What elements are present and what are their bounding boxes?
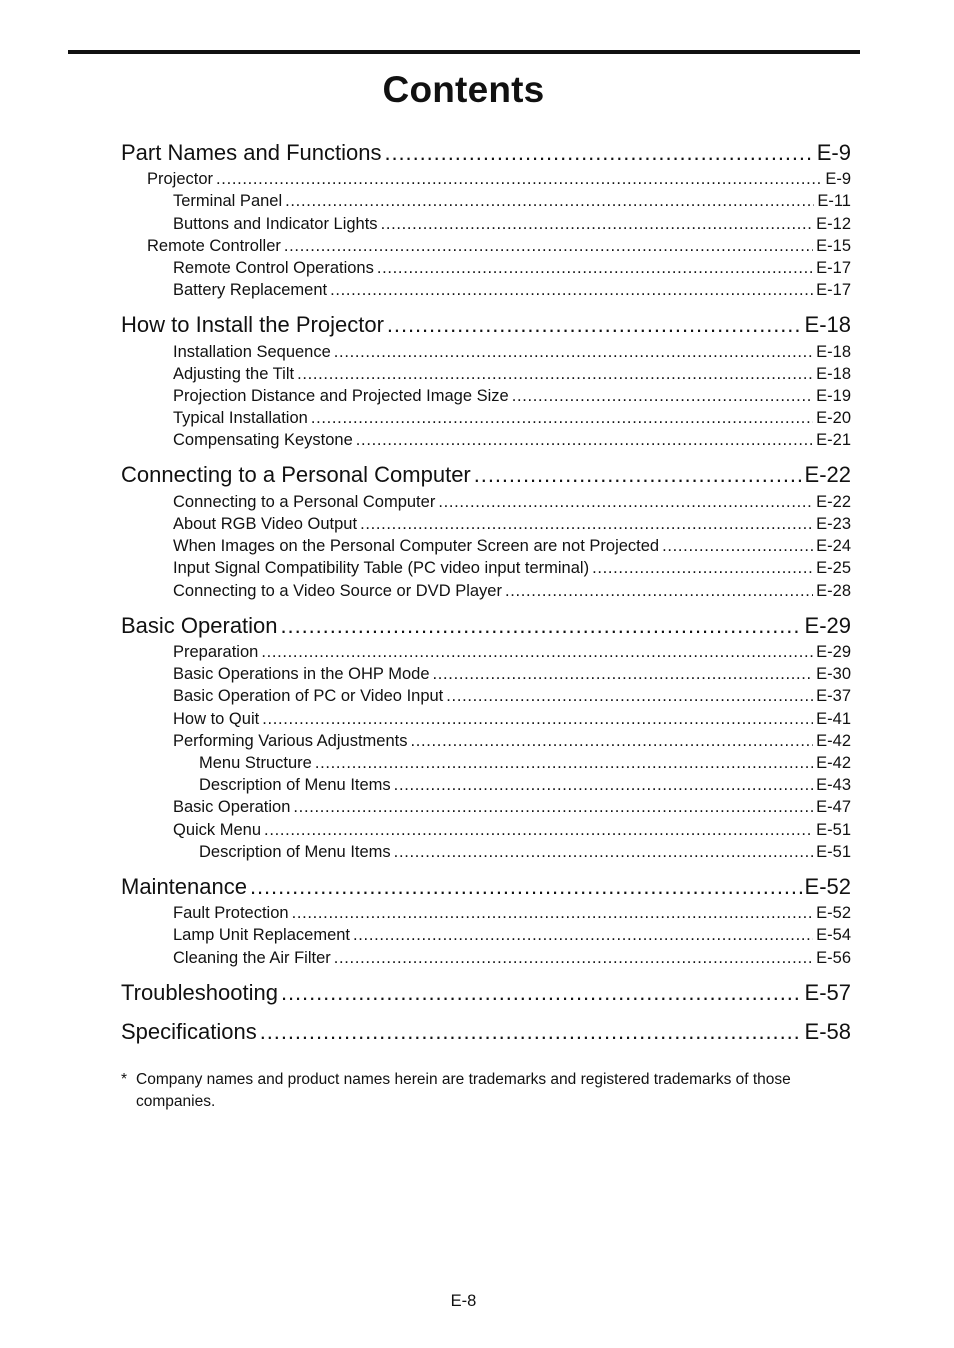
dot-leader [250, 873, 802, 901]
dot-leader [262, 708, 813, 730]
toc-entry-page: E-51 [816, 821, 851, 839]
toc-entry-page: E-22 [816, 493, 851, 511]
toc-entry [173, 213, 851, 235]
footnote [121, 1069, 851, 1113]
toc-entry-page: E-52 [804, 874, 851, 899]
toc-entry-page: E-29 [804, 613, 851, 638]
toc-entry-page: E-12 [816, 215, 851, 233]
toc-entry-page: E-18 [804, 312, 851, 337]
toc-entry [173, 730, 851, 752]
toc-entry-label: Quick Menu [173, 821, 262, 839]
toc-entry-label: About RGB Video Output [173, 515, 358, 533]
toc-entry-page: E-21 [816, 431, 851, 449]
footnote-text: Company names and product names herein are trademarks and registered trademarks of those companies. [136, 1071, 791, 1110]
dot-leader [438, 491, 813, 513]
dot-leader [281, 612, 802, 640]
toc-entry-page: E-57 [804, 980, 851, 1005]
toc-entry-page: E-15 [816, 237, 851, 255]
toc-entry-label: Compensating Keystone [173, 431, 353, 449]
toc-entry-label: When Images on the Personal Computer Screen are not Projected [173, 537, 660, 555]
toc-entry-page: E-25 [816, 559, 851, 577]
dot-leader [334, 341, 813, 363]
toc-entry-page: E-30 [816, 665, 851, 683]
toc-entry-page: E-58 [804, 1019, 851, 1044]
dot-leader [285, 190, 814, 212]
toc-entry-page: E-22 [804, 462, 851, 487]
toc-entry-label: Terminal Panel [173, 192, 283, 210]
toc-entry-label: Adjusting the Tilt [173, 365, 295, 383]
toc-entry-label: Projection Distance and Projected Image Size [173, 387, 509, 405]
page-number: E-8 [450, 1292, 477, 1310]
toc-entry [173, 924, 851, 946]
toc-entry-page: E-20 [816, 409, 851, 427]
toc-entry-page: E-18 [816, 365, 851, 383]
toc-entry-page: E-11 [817, 192, 851, 210]
toc-entry [173, 641, 851, 663]
dot-leader [381, 213, 814, 235]
toc-entry-label: Lamp Unit Replacement [173, 926, 351, 944]
toc-entry-page: E-41 [816, 710, 851, 728]
toc-entry-page: E-18 [816, 343, 851, 361]
toc-entry-label: Connecting to a Personal Computer [173, 493, 436, 511]
toc-entry-label: Cleaning the Air Filter [173, 949, 331, 967]
dot-leader [394, 774, 813, 796]
toc-section [121, 311, 851, 339]
toc-entry-label: Part Names and Functions [121, 140, 382, 165]
toc-entry-page: E-56 [816, 949, 851, 967]
dot-leader [261, 641, 813, 663]
toc-entry [173, 663, 851, 685]
toc-entry-label: Menu Structure [199, 754, 312, 772]
toc-section [121, 979, 851, 1007]
toc-entry-page: E-28 [816, 582, 851, 600]
toc-entry-label: Description of Menu Items [199, 843, 391, 861]
toc-entry [173, 257, 851, 279]
dot-leader [360, 513, 813, 535]
dot-leader [281, 979, 802, 1007]
toc-section [121, 1018, 851, 1046]
toc-entry-page: E-19 [816, 387, 851, 405]
toc-entry-page: E-37 [816, 687, 851, 705]
toc-entry-page: E-9 [825, 170, 851, 188]
toc-entry [173, 341, 851, 363]
dot-leader [292, 902, 814, 924]
dot-leader [260, 1018, 802, 1046]
toc-entry [199, 752, 851, 774]
toc-section [121, 139, 851, 167]
toc-entry [199, 774, 851, 796]
footnote-mark: * [121, 1071, 128, 1088]
toc-section [121, 461, 851, 489]
dot-leader [353, 924, 813, 946]
dot-leader [315, 752, 813, 774]
dot-leader [297, 363, 813, 385]
dot-leader [216, 168, 822, 190]
dot-leader [662, 535, 813, 557]
toc-entry [173, 708, 851, 730]
toc-entry [173, 580, 851, 602]
toc-entry-label: How to Quit [173, 710, 260, 728]
toc-entry-label: Remote Control Operations [173, 259, 374, 277]
toc-entry-page: E-17 [816, 259, 851, 277]
toc-entry [173, 685, 851, 707]
toc-entry [173, 535, 851, 557]
dot-leader [505, 580, 813, 602]
dot-leader [377, 257, 813, 279]
toc-entry-label: Specifications [121, 1019, 257, 1044]
toc-entry-label: Projector [147, 170, 214, 188]
dot-leader [284, 235, 813, 257]
toc-entry [173, 947, 851, 969]
toc-entry [173, 491, 851, 513]
dot-leader [512, 385, 813, 407]
dot-leader [384, 139, 813, 167]
toc-entry-page: E-43 [816, 776, 851, 794]
dot-leader [330, 279, 813, 301]
toc-entry [173, 407, 851, 429]
toc-entry-label: Description of Menu Items [199, 776, 391, 794]
toc-entry [173, 385, 851, 407]
toc-entry-label: Connecting to a Video Source or DVD Player [173, 582, 502, 600]
toc-entry-page: E-23 [816, 515, 851, 533]
toc-entry-page: E-42 [816, 754, 851, 772]
toc-entry [173, 796, 851, 818]
dot-leader [433, 663, 814, 685]
toc-entry-label: Buttons and Indicator Lights [173, 215, 378, 233]
dot-leader [356, 429, 813, 451]
toc-entry [173, 557, 851, 579]
toc-entry-page: E-24 [816, 537, 851, 555]
top-rule [68, 50, 860, 54]
toc-entry-page: E-29 [816, 643, 851, 661]
toc-entry-page: E-42 [816, 732, 851, 750]
toc-entry-label: Remote Controller [147, 237, 281, 255]
toc-entry-label: Typical Installation [173, 409, 308, 427]
toc-entry-label: Battery Replacement [173, 281, 328, 299]
toc-entry [147, 168, 851, 190]
toc-section [121, 873, 851, 901]
dot-leader [334, 947, 813, 969]
toc-entry-label: Maintenance [121, 874, 247, 899]
page-title: Contents [382, 69, 545, 110]
dot-leader [293, 796, 813, 818]
dot-leader [446, 685, 813, 707]
dot-leader [410, 730, 813, 752]
toc-entry-label: Input Signal Compatibility Table (PC video input terminal) [173, 559, 590, 577]
toc-entry-label: Basic Operation of PC or Video Input [173, 687, 444, 705]
dot-leader [387, 311, 802, 339]
toc-entry [173, 819, 851, 841]
toc-entry-label: Troubleshooting [121, 980, 278, 1005]
toc-entry-label: Installation Sequence [173, 343, 331, 361]
toc-entry-page: E-54 [816, 926, 851, 944]
toc-section [121, 612, 851, 640]
toc-entry-page: E-52 [816, 904, 851, 922]
toc-entry [147, 235, 851, 257]
dot-leader [264, 819, 813, 841]
toc-entry [173, 902, 851, 924]
dot-leader [394, 841, 813, 863]
toc-entry-label: Fault Protection [173, 904, 289, 922]
toc-entry-page: E-51 [816, 843, 851, 861]
toc-entry [173, 429, 851, 451]
toc-entry [173, 279, 851, 301]
dot-leader [311, 407, 813, 429]
toc-entry [173, 513, 851, 535]
toc-entry-label: Performing Various Adjustments [173, 732, 408, 750]
toc-entry-page: E-47 [816, 798, 851, 816]
toc-entry-label: Basic Operations in the OHP Mode [173, 665, 430, 683]
toc-entry-page: E-9 [816, 140, 851, 165]
toc-entry [199, 841, 851, 863]
dot-leader [592, 557, 813, 579]
toc-entry [173, 363, 851, 385]
toc-entry [173, 190, 851, 212]
toc-entry-label: Basic Operation [173, 798, 291, 816]
dot-leader [474, 461, 802, 489]
toc-entry-page: E-17 [816, 281, 851, 299]
toc-entry-label: Basic Operation [121, 613, 278, 638]
toc-entry-label: Preparation [173, 643, 259, 661]
toc-entry-label: How to Install the Projector [121, 312, 384, 337]
toc-entry-label: Connecting to a Personal Computer [121, 462, 471, 487]
